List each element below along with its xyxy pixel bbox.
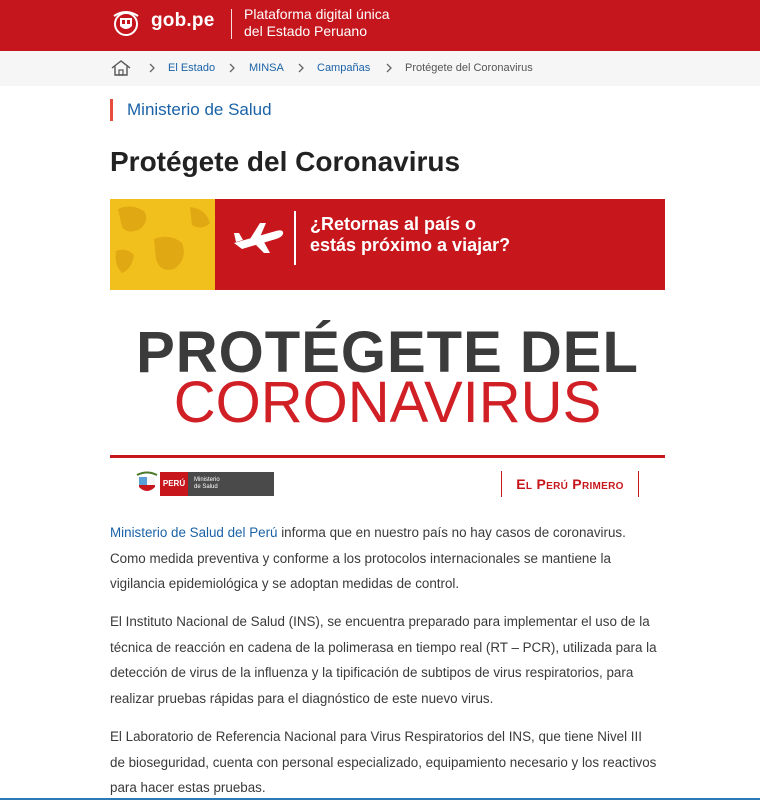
paragraph-1 bbox=[110, 520, 660, 597]
breadcrumb-link-campanas[interactable]: Campañas bbox=[317, 62, 371, 74]
tagline-line-1: Plataforma digital única bbox=[244, 6, 390, 22]
chevron-right-icon bbox=[148, 62, 156, 74]
breadcrumb bbox=[0, 51, 760, 86]
paragraph-3: El Laboratorio de Referencia Nacional para Virus Respiratorios del INS, que tiene Nivel III de bioseguridad, cuenta con personal especializado, equipamiento necesario y los reactivos para hacer estas pruebas. bbox=[110, 729, 657, 795]
ministry-logo-box bbox=[188, 472, 274, 496]
peru-primero-logo: El Perú Primero bbox=[501, 471, 639, 497]
page-title: Protégete del Coronavirus bbox=[110, 146, 461, 177]
tagline-line-2: del Estado Peruano bbox=[244, 23, 367, 39]
banner-headline-line-2: CORONAVIRUS bbox=[173, 370, 602, 435]
chevron-right-icon bbox=[385, 62, 393, 74]
campaign-banner-image bbox=[110, 199, 665, 513]
banner-question-line-2: estás próximo a viajar? bbox=[310, 235, 511, 255]
header-tagline bbox=[244, 6, 390, 40]
paragraph-2: El Instituto Nacional de Salud (INS), se encuentra preparado para implementar el uso de la técnica de reacción en cadena de la polimerasa en tiempo real (RT – PCR), utilizada para la detección de virus de la influenza y la tipificación de subtipos de virus respiratorios, para realizar pruebas rápidas para el diagnóstico de este nuevo virus. bbox=[110, 614, 657, 706]
banner-question bbox=[310, 214, 510, 256]
top-header bbox=[0, 0, 760, 51]
banner-divider bbox=[294, 211, 296, 265]
coat-of-arms-icon[interactable] bbox=[110, 8, 142, 38]
airplane-icon bbox=[230, 219, 285, 255]
breadcrumb-link-estado[interactable]: El Estado bbox=[168, 62, 216, 74]
breadcrumb-link-minsa[interactable]: MINSA bbox=[249, 62, 284, 74]
peru-label: PERÚ bbox=[160, 472, 188, 496]
ministry-logo-line-2: de Salud bbox=[194, 484, 218, 490]
header-divider bbox=[231, 9, 232, 39]
brand-logo-text[interactable]: gob.pe bbox=[151, 10, 215, 31]
world-map-graphic bbox=[110, 199, 215, 290]
ministry-logo-line-1: Ministerio bbox=[194, 477, 220, 483]
ministerio-salud-link[interactable]: Ministerio de Salud del Perú bbox=[110, 525, 278, 540]
chevron-right-icon bbox=[297, 62, 305, 74]
banner-question-line-1: ¿Retornas al país o bbox=[310, 214, 477, 234]
ministry-label[interactable]: Ministerio de Salud bbox=[110, 99, 272, 121]
banner-headline-line-1: PROTÉGETE DEL bbox=[136, 320, 639, 385]
paragraph-1-text: informa que en nuestro país no hay casos de coronavirus. Como medida preventiva y conforme a los protocolos internacionales se mantiene la vigilancia epidemiológica y se adoptan medidas de control. bbox=[110, 525, 626, 591]
home-icon[interactable] bbox=[110, 59, 132, 77]
banner-red-line bbox=[110, 455, 665, 458]
chevron-right-icon bbox=[228, 62, 236, 74]
coat-of-arms-icon bbox=[136, 471, 158, 497]
breadcrumb-current: Protégete del Coronavirus bbox=[405, 62, 533, 74]
